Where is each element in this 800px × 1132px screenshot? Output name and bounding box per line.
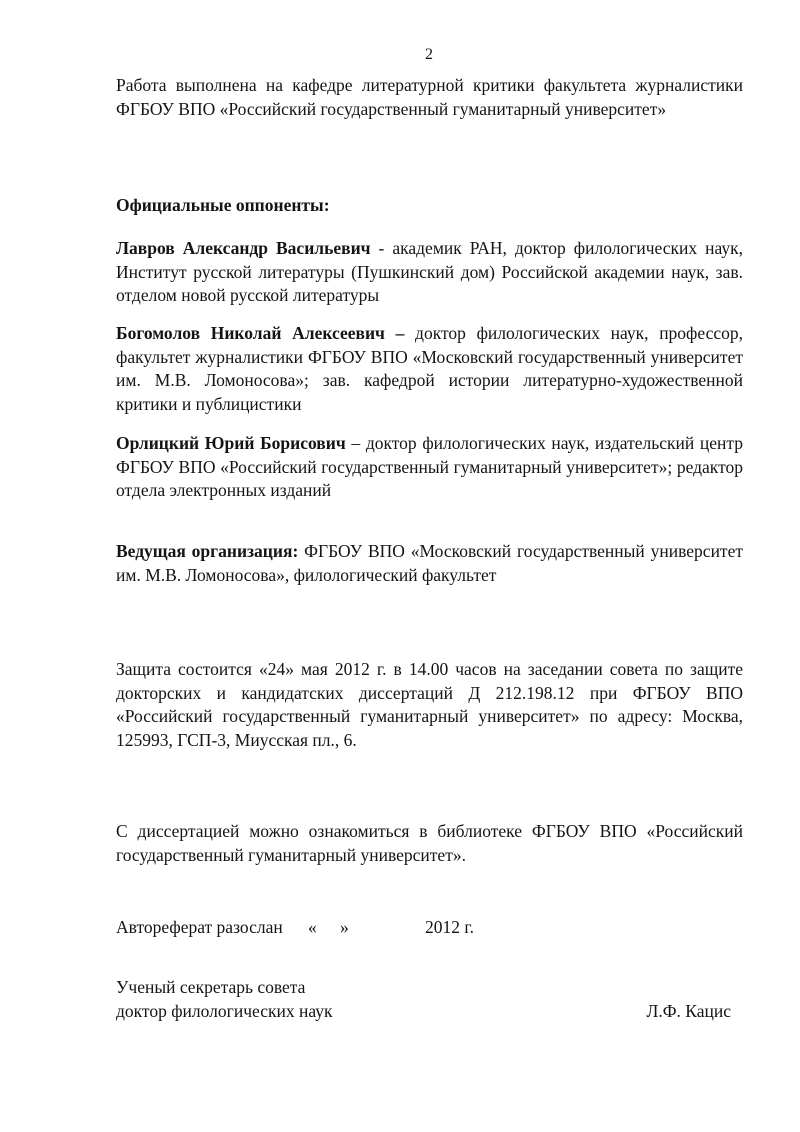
- secretary-name: Л.Ф. Кацис: [646, 1000, 731, 1021]
- work-done-paragraph: Работа выполнена на кафедре литературной критики факультета журналистики ФГБОУ ВПО «Российский государственный гуманитарный университет»: [116, 75, 743, 119]
- opponent-name: Орлицкий Юрий Борисович: [116, 433, 346, 453]
- opponent-details: доктор филологических наук, профессор, факультет журналистики ФГБОУ ВПО «Московский государственный университет им. М.В. Ломоносова»; зав. кафедрой истории литературно-художественной критики и публицистики: [116, 323, 744, 414]
- abstract-sent-line: [116, 917, 743, 941]
- secretary-title: Ученый секретарь совета: [116, 977, 306, 997]
- opponent-entry: [116, 432, 743, 503]
- opponent-separator: [404, 323, 415, 343]
- open-quote: «: [308, 917, 317, 937]
- leading-organization-text: ФГБОУ ВПО «Московский государственный университет им. М.В. Ломоносова», филологический факультет: [116, 541, 743, 585]
- abstract-sent-year: 2012 г.: [425, 917, 474, 937]
- page-number: 2: [425, 46, 433, 63]
- leading-organization-label: Ведущая организация:: [116, 541, 299, 561]
- close-quote: »: [340, 917, 349, 937]
- abstract-sent-label: Автореферат разослан: [116, 917, 283, 937]
- opponent-entry: [116, 322, 743, 416]
- opponent-name: Лавров Александр Васильевич: [116, 238, 371, 258]
- opponent-separator: -: [370, 238, 393, 258]
- opponent-entry: [116, 237, 743, 308]
- defense-paragraph: Защита состоится «24» мая 2012 г. в 14.00 часов на заседании совета по защите докторских и кандидатских диссертаций Д 212.198.12 при ФГБОУ ВПО «Российский государственный гуманитарный университет» по адресу: Москва, 125993, ГСП-3, Миусская пл., 6.: [116, 659, 743, 750]
- opponent-details: академик РАН, доктор филологических наук, Институт русской литературы (Пушкинский дом) Российской академии наук, зав. отделом новой русской литературы: [116, 238, 743, 305]
- secretary-degree: доктор филологических наук: [116, 1000, 333, 1021]
- opponent-name: Богомолов Николай Алексеевич –: [116, 323, 405, 343]
- secretary-signature-block: [116, 976, 743, 1023]
- library-paragraph: С диссертацией можно ознакомиться в библиотеке ФГБОУ ВПО «Российский государственный гуманитарный университет».: [116, 821, 743, 865]
- opponents-heading: Официальные оппоненты:: [116, 195, 330, 215]
- opponent-separator: –: [345, 433, 366, 453]
- opponent-details: доктор филологических наук, издательский центр ФГБОУ ВПО «Российский государственный гуманитарный университет»; редактор отдела электронных изданий: [116, 433, 743, 500]
- leading-organization-paragraph: [116, 540, 743, 587]
